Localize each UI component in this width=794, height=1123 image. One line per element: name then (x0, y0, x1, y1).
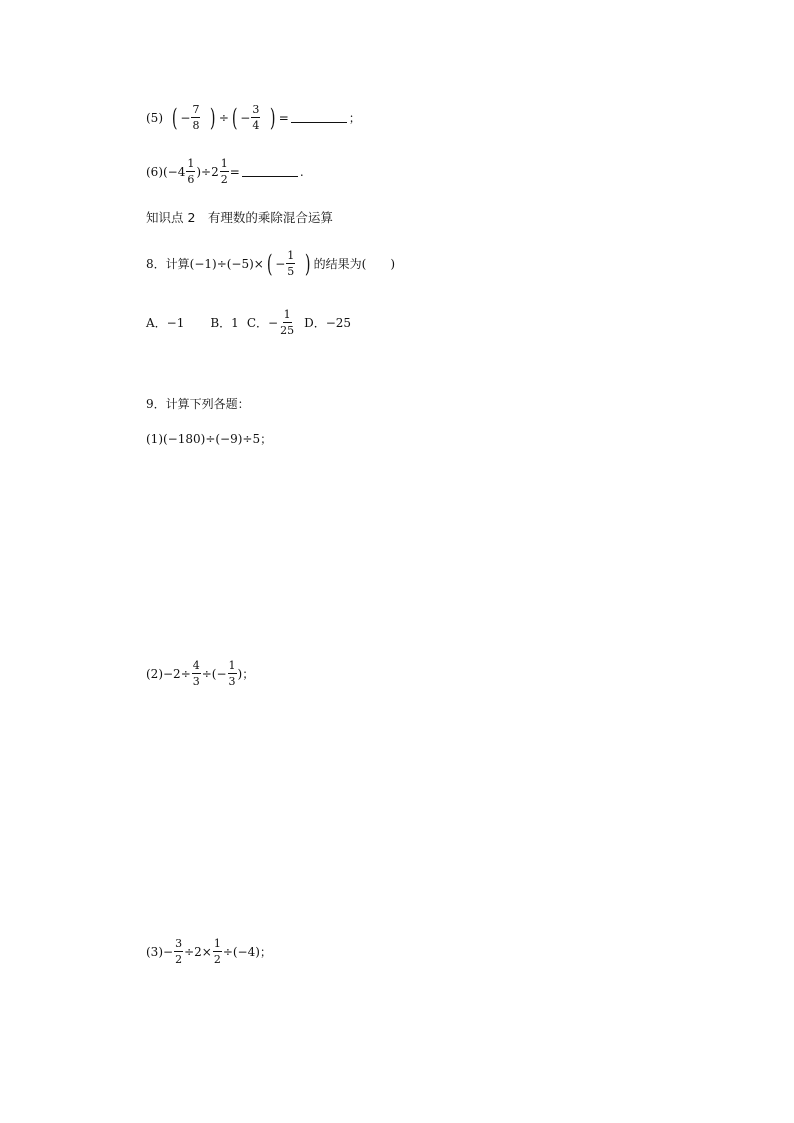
fraction (220, 158, 229, 185)
close-paren: ) (305, 249, 311, 278)
question-9-part-2 (146, 660, 254, 687)
sign: − (240, 110, 251, 125)
option-d[interactable]: D．−25 (304, 315, 352, 330)
denominator: 2 (213, 953, 221, 966)
expr-part: )； (237, 666, 255, 681)
question-5 (146, 104, 361, 131)
denominator: 3 (228, 675, 236, 688)
fraction (228, 660, 237, 687)
denominator: 8 (192, 119, 200, 132)
numerator: 1 (287, 249, 295, 262)
section-heading: 知识点 2 有理数的乘除混合运算 (146, 210, 333, 225)
question-9-part-1: (1)(−180)÷(−9)÷5； (146, 432, 273, 446)
question-6 (146, 158, 304, 185)
numerator: 1 (213, 937, 221, 950)
fraction (186, 158, 195, 185)
question-8-stem: 8．计算(−1)÷(−5)× (146, 256, 264, 271)
answer-blank[interactable] (242, 166, 298, 177)
denominator: 2 (220, 173, 228, 186)
question-5-label: (5) (146, 110, 163, 125)
question-9-stem: 9．计算下列各题： (146, 397, 250, 411)
question-8-options (146, 309, 351, 336)
numerator: 3 (175, 937, 183, 950)
sign: − (275, 256, 286, 271)
fraction (279, 309, 295, 336)
open-paren: ( (231, 103, 238, 132)
numerator: 7 (192, 103, 200, 116)
numerator: 1 (220, 157, 228, 170)
open-paren: ( (266, 249, 273, 278)
answer-blank[interactable] (291, 112, 347, 123)
denominator: 6 (187, 173, 195, 186)
option-c-label: C．− (246, 315, 279, 330)
question-8-stem-end: 的结果为( ) (313, 256, 396, 271)
fraction (174, 938, 183, 965)
numerator: 1 (228, 659, 236, 672)
fraction (213, 938, 222, 965)
expr-part: ÷2× (184, 944, 212, 959)
equals: = (229, 164, 240, 179)
numerator: 3 (252, 103, 260, 116)
question-6-label: (6) (146, 164, 163, 179)
equals: = (278, 110, 289, 125)
denominator: 3 (192, 675, 200, 688)
expr-part: (3)− (146, 944, 174, 959)
option-c[interactable] (247, 309, 296, 336)
denominator: 5 (287, 265, 295, 278)
expr-part: )÷2 (196, 164, 219, 179)
expr-part: ÷(− (201, 666, 227, 681)
fraction (192, 660, 201, 687)
expr-part: (−4 (163, 164, 186, 179)
numerator: 1 (187, 157, 195, 170)
question-8 (146, 250, 395, 277)
question-9-part-3 (146, 938, 272, 965)
close-paren: ) (210, 103, 216, 132)
sign: − (180, 110, 191, 125)
option-a[interactable]: A．−1 (146, 315, 185, 330)
fraction (286, 250, 295, 277)
fraction (191, 104, 200, 131)
operator: ÷ (218, 110, 229, 125)
end-mark: ； (348, 110, 361, 125)
denominator: 2 (175, 953, 183, 966)
open-paren: ( (171, 103, 178, 132)
expr-part: (2)−2÷ (146, 666, 191, 681)
option-b[interactable]: B．1 (210, 315, 239, 330)
numerator: 4 (192, 659, 200, 672)
expr-part: ÷(−4)； (222, 944, 272, 959)
fraction (251, 104, 260, 131)
numerator: 1 (283, 308, 291, 321)
end-mark: . (299, 164, 304, 179)
close-paren: ) (270, 103, 276, 132)
denominator: 4 (252, 119, 260, 132)
denominator: 25 (280, 324, 295, 337)
